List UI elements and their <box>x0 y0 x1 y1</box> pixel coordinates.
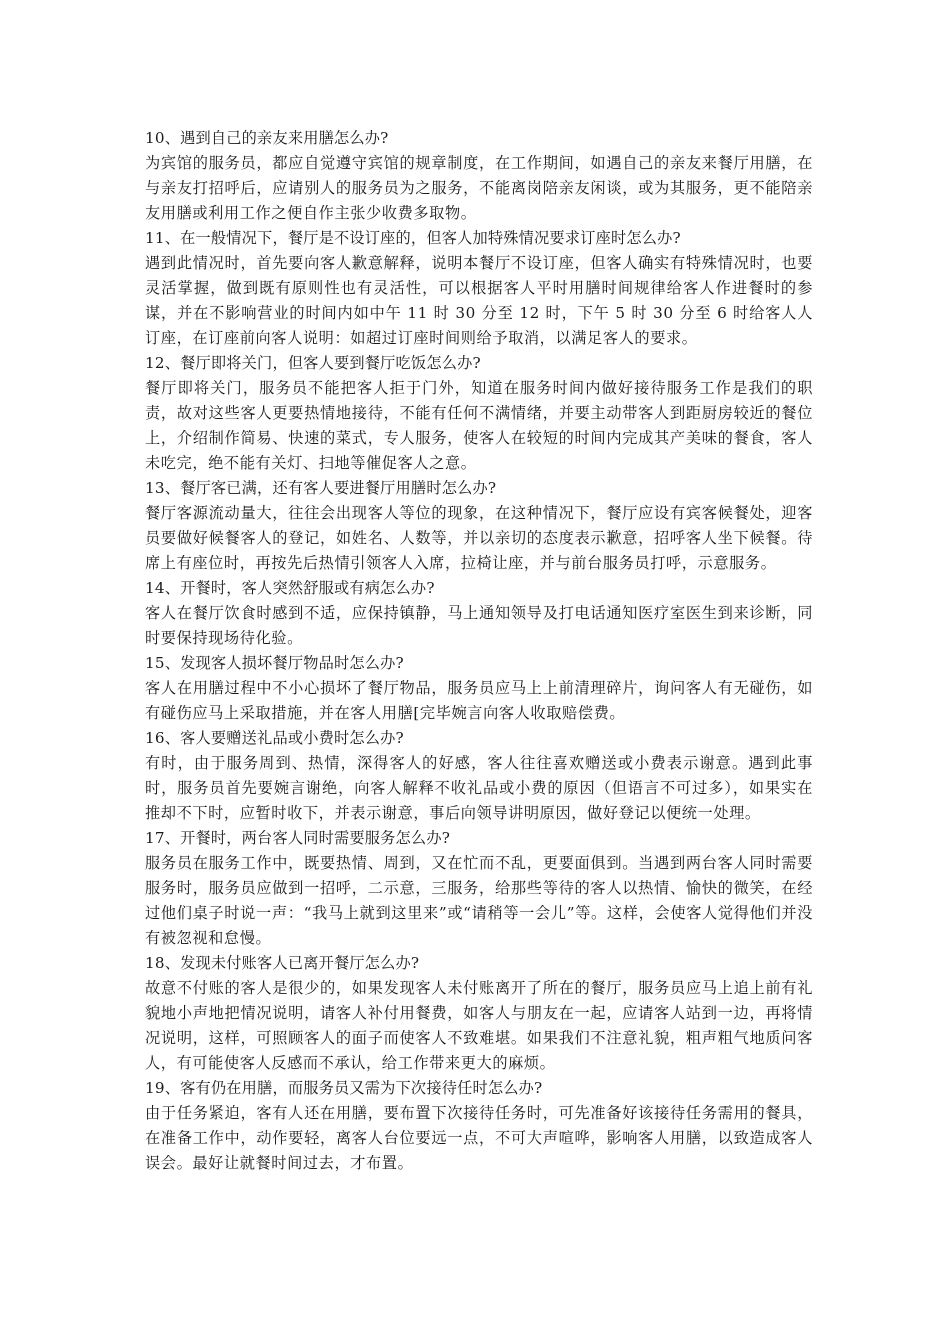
answer-paragraph: 客人在餐厅饮食时感到不适，应保持镇静，马上通知领导及打电话通知医疗室医生到来诊断，同时要保持现场待化验。 <box>145 604 813 647</box>
qa-item-13 <box>145 476 813 576</box>
question-heading: 19、客有仍在用膳，而服务员又需为下次接待任时怎么办? <box>145 1079 543 1097</box>
qa-item-15 <box>145 651 813 726</box>
question-heading: 12、餐厅即将关门，但客人要到餐厅吃饭怎么办? <box>145 354 481 372</box>
qa-item-16 <box>145 726 813 826</box>
answer-paragraph: 为宾馆的服务员，都应自觉遵守宾馆的规章制度，在工作期间，如遇自己的亲友来餐厅用膳，在与亲友打招呼后，应请别人的服务员为之服务，不能离岗陪亲友闲谈，或为其服务，更不能陪亲友用膳或利用工作之便自作主张少收费多取物。 <box>145 154 813 222</box>
question-heading: 13、餐厅客已满，还有客人要进餐厅用膳时怎么办? <box>145 479 497 497</box>
question-heading: 10、遇到自己的亲友来用膳怎么办? <box>145 129 389 147</box>
qa-item-10 <box>145 126 813 226</box>
qa-item-11 <box>145 226 813 351</box>
answer-paragraph: 遇到此情况时，首先要向客人歉意解释，说明本餐厅不设订座，但客人确实有特殊情况时，也要灵活掌握，做到既有原则性也有灵活性，可以根据客人平时用膳时间规律给客人作进餐时的参谋，并在不影响营业的时间内如中午 11 时 30 分至 12 时，下午 5 时 30 分至 6 时给客人人订座，在订座前向客人说明：如超过订座时间则给予取消，以满足客人的要求。 <box>145 254 813 347</box>
question-heading: 15、发现客人损坏餐厅物品时怎么办? <box>145 654 404 672</box>
question-heading: 17、开餐时，两台客人同时需要服务怎么办? <box>145 829 451 847</box>
answer-paragraph: 客人在用膳过程中不小心损坏了餐厅物品，服务员应马上上前清理碎片，询问客人有无碰伤，如有碰伤应马上采取措施，并在客人用膳[完毕婉言向客人收取赔偿费。 <box>145 679 813 722</box>
question-heading: 18、发现未付账客人已离开餐厅怎么办? <box>145 954 420 972</box>
qa-item-17 <box>145 826 813 951</box>
qa-item-18 <box>145 951 813 1076</box>
answer-paragraph: 服务员在服务工作中，既要热情、周到，又在忙而不乱，更要面俱到。当遇到两台客人同时需要服务时，服务员应做到一招呼，二示意，三服务，给那些等待的客人以热情、愉快的微笑，在经过他们桌子时说一声：“我马上就到这里来”或“请稍等一会儿”等。这样，会使客人觉得他们并没有被忽视和怠慢。 <box>145 854 813 947</box>
answer-paragraph: 故意不付账的客人是很少的，如果发现客人未付账离开了所在的餐厅，服务员应马上追上前有礼貌地小声地把情况说明，请客人补付用餐费，如客人与朋友在一起，应请客人站到一边，再将情况说明，这样，可照顾客人的面子而使客人不致难堪。如果我们不注意礼貌，粗声粗气地质问客人，有可能使客人反感而不承认，给工作带来更大的麻烦。 <box>145 979 813 1072</box>
answer-paragraph: 餐厅客源流动量大，往往会出现客人等位的现象，在这种情况下，餐厅应设有宾客候餐处，迎客员要做好候餐客人的登记，如姓名、人数等，并以亲切的态度表示歉意，招呼客人坐下候餐。待席上有座位时，再按先后热情引领客人入席，拉椅让座，并与前台服务员打呼，示意服务。 <box>145 504 813 572</box>
qa-item-14 <box>145 576 813 651</box>
answer-paragraph: 餐厅即将关门，服务员不能把客人拒于门外，知道在服务时间内做好接待服务工作是我们的职责，故对这些客人更要热情地接待，不能有任何不满情绪，并要主动带客人到距厨房较近的餐位上，介绍制作简易、快速的菜式，专人服务，使客人在较短的时间内完成其产美味的餐食，客人未吃完，绝不能有关灯、扫地等催促客人之意。 <box>145 379 813 472</box>
question-heading: 16、客人要赠送礼品或小费时怎么办? <box>145 729 404 747</box>
qa-item-12 <box>145 351 813 476</box>
qa-item-19 <box>145 1076 813 1176</box>
question-heading: 14、开餐时，客人突然舒服或有病怎么办? <box>145 579 435 597</box>
answer-paragraph: 由于任务紧迫，客有人还在用膳，要布置下次接待任务时，可先准备好该接待任务需用的餐具，在准备工作中，动作要轻，离客人台位要远一点，不可大声喧哗，影响客人用膳，以致造成客人误会。最好让就餐时间过去，才布置。 <box>145 1104 813 1172</box>
document-body <box>145 126 813 1176</box>
answer-paragraph: 有时，由于服务周到、热情，深得客人的好感，客人往往喜欢赠送或小费表示谢意。遇到此事时，服务员首先要婉言谢绝，向客人解释不收礼品或小费的原因（但语言不可过多），如果实在推却不下时，应暂时收下，并表示谢意，事后向领导讲明原因，做好登记以便统一处理。 <box>145 754 813 822</box>
question-heading: 11、在一般情况下，餐厅是不设订座的，但客人加特殊情况要求订座时怎么办? <box>145 229 681 247</box>
